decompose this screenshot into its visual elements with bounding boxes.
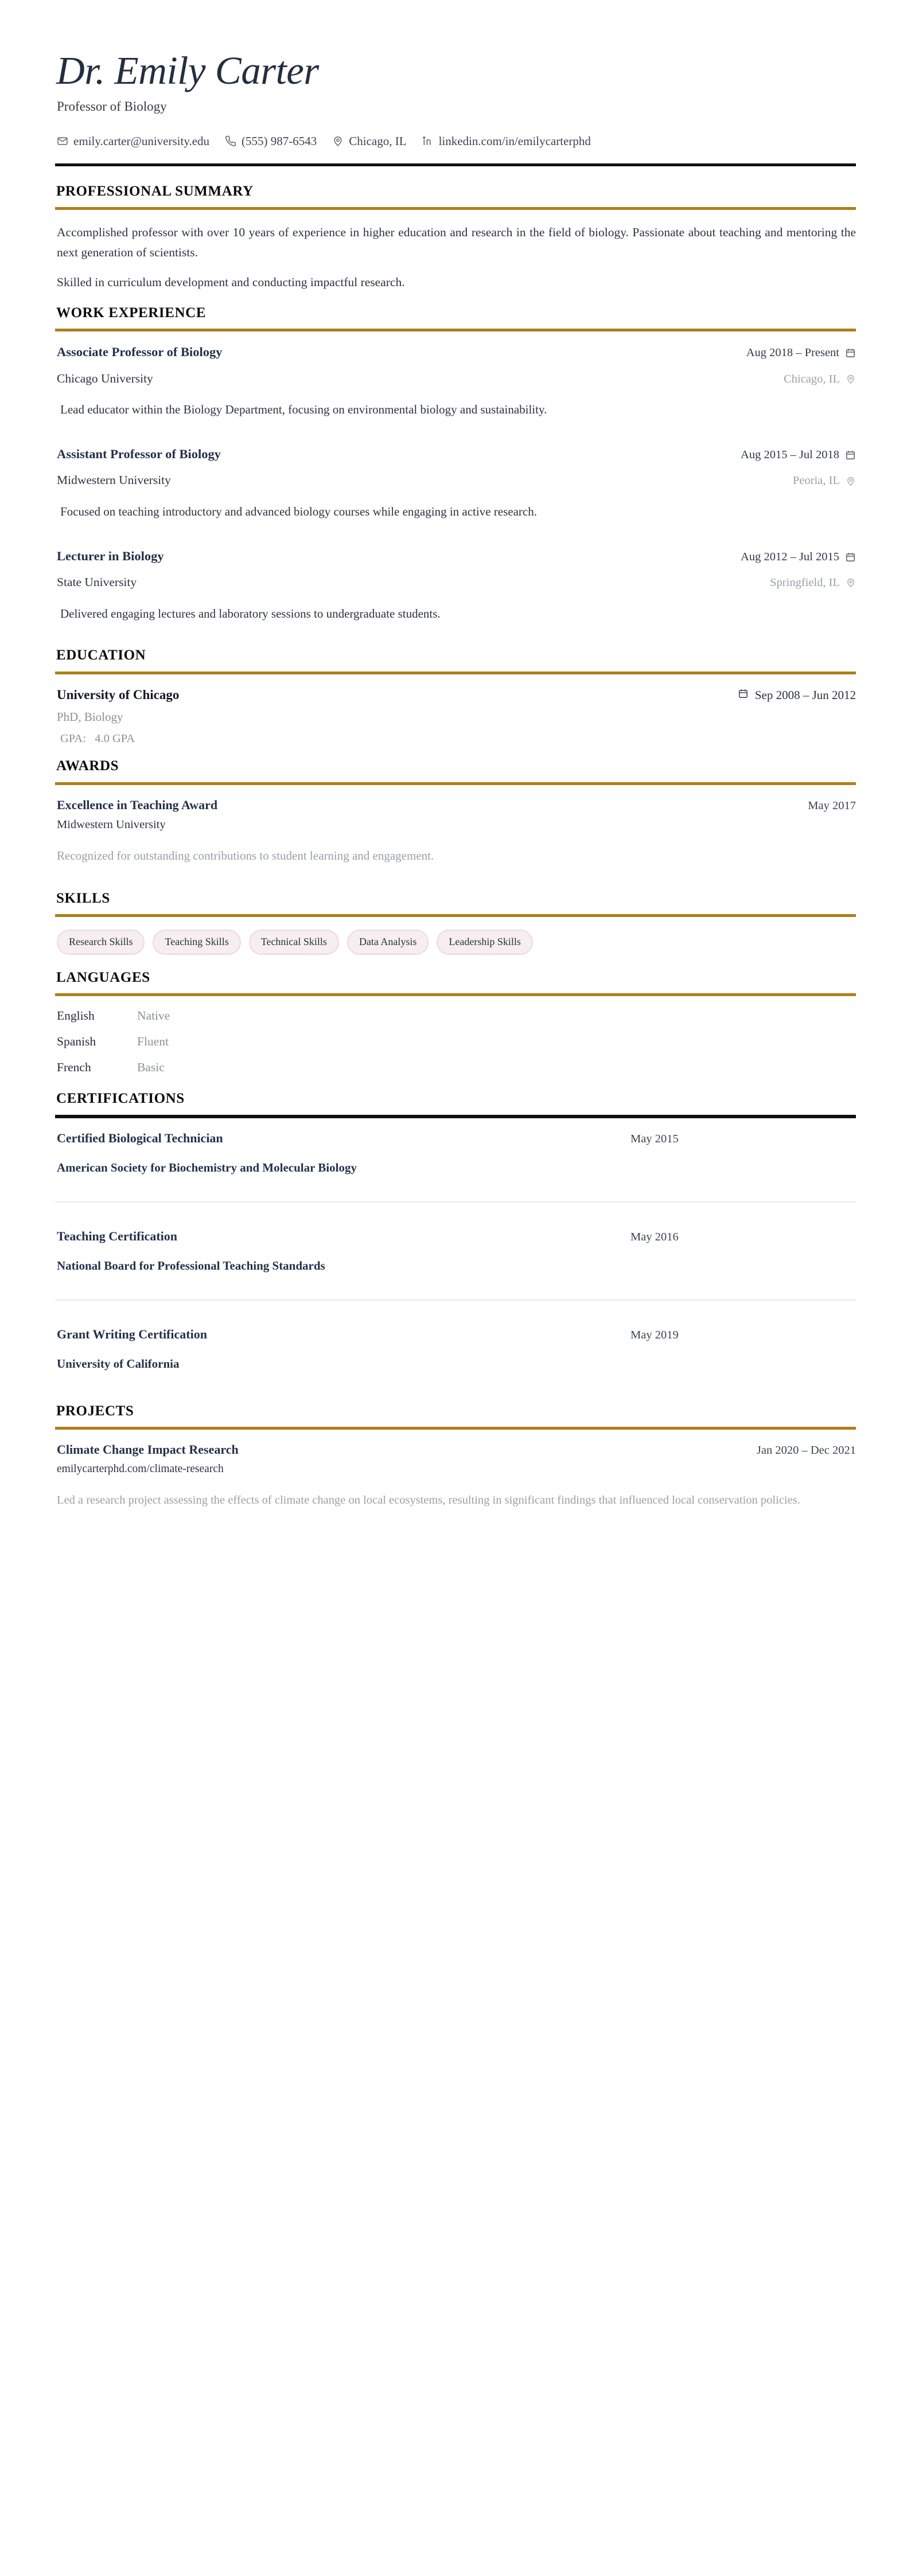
section-skills [55, 891, 856, 955]
languages-list [57, 1009, 856, 1075]
award-date: May 2017 [808, 799, 856, 812]
job-location [793, 474, 856, 487]
job-description: Delivered engaging lectures and laboratory sessions to undergraduate students. [60, 606, 441, 620]
award-title: Excellence in Teaching Award [57, 797, 218, 812]
skill-chip: Research Skills [57, 930, 145, 955]
section-title-skills: SKILLS [56, 890, 110, 906]
certification-entry [55, 1327, 856, 1377]
certification-name: Certified Biological Technician [57, 1130, 223, 1145]
section-projects [55, 1403, 856, 1511]
gpa-value: 4.0 GPA [95, 732, 135, 746]
certification-issuer: National Board for Professional Teaching Standards [57, 1258, 325, 1273]
job-location-text: Peoria, IL [793, 474, 840, 487]
language-name: French [57, 1060, 91, 1075]
section-divider-gold [55, 914, 856, 917]
section-divider-gold [55, 207, 856, 210]
project-dates: Jan 2020 – Dec 2021 [756, 1444, 856, 1457]
company-name: State University [57, 575, 137, 589]
skill-chip: Technical Skills [249, 930, 339, 955]
location-pin-icon [846, 476, 856, 486]
certification-date: May 2019 [630, 1328, 679, 1341]
education-dates [738, 688, 856, 702]
project-description: Led a research project assessing the effects of climate change on local ecosystems, resulting in significant findings that influenced local conservation policies. [57, 1494, 800, 1507]
location-pin-icon [846, 374, 856, 384]
language-level: Native [137, 1009, 170, 1023]
language-row [57, 1035, 856, 1049]
certification-entry [55, 1229, 856, 1301]
job-location [784, 373, 856, 386]
calendar-icon [845, 450, 856, 460]
job-description: Focused on teaching introductory and advanced biology courses while engaging in active research. [60, 505, 537, 519]
job-location-text: Chicago, IL [784, 372, 840, 385]
language-name: English [57, 1009, 95, 1023]
section-work-experience [55, 305, 856, 623]
job-dates-text: Aug 2015 – Jul 2018 [741, 448, 839, 462]
certification-name: Grant Writing Certification [57, 1326, 207, 1341]
contact-linkedin-text: linkedin.com/in/emilycarterphd [438, 134, 591, 148]
page-whitespace [55, 1519, 856, 2144]
project-url[interactable]: emilycarterphd.com/climate-research [57, 1463, 224, 1476]
education-entry [55, 687, 856, 746]
education-dates-text: Sep 2008 – Jun 2012 [754, 688, 856, 702]
section-education [55, 647, 856, 746]
degree: PhD, Biology [57, 710, 123, 724]
phone-icon [225, 135, 236, 147]
calendar-icon [845, 348, 856, 358]
header-divider [55, 163, 856, 166]
resume-header [55, 50, 856, 166]
section-title-languages: LANGUAGES [56, 969, 150, 985]
work-entry [55, 344, 856, 420]
language-level: Basic [137, 1060, 165, 1075]
calendar-icon [738, 688, 749, 702]
contact-email-text: emily.carter@university.edu [73, 134, 210, 148]
award-description: Recognized for outstanding contributions to student learning and engagement. [57, 848, 434, 862]
location-pin-icon [846, 577, 856, 588]
job-location-text: Springfield, IL [770, 576, 840, 589]
work-entry [55, 548, 856, 624]
language-row [57, 1009, 856, 1023]
language-row [57, 1060, 856, 1075]
project-entry [55, 1442, 856, 1510]
location-pin-icon [332, 135, 344, 147]
job-title: Associate Professor of Biology [57, 345, 223, 360]
job-title: Assistant Professor of Biology [57, 447, 221, 462]
contact-bar [57, 134, 856, 149]
job-description: Lead educator within the Biology Department, focusing on environmental biology and sustainability. [60, 403, 547, 417]
contact-location-text: Chicago, IL [349, 134, 407, 148]
section-awards [55, 758, 856, 865]
section-title-awards: AWARDS [56, 758, 119, 774]
contact-email[interactable] [57, 134, 209, 149]
section-title-summary: PROFESSIONAL SUMMARY [56, 183, 254, 199]
section-divider-black [55, 1115, 856, 1118]
section-title-projects: PROJECTS [56, 1403, 134, 1419]
professional-headline: Professor of Biology [57, 99, 167, 114]
section-certifications [55, 1091, 856, 1377]
company-name: Chicago University [57, 371, 153, 385]
job-dates [741, 551, 856, 564]
contact-phone[interactable] [225, 134, 317, 149]
section-title-certifications: CERTIFICATIONS [56, 1091, 185, 1107]
job-dates-text: Aug 2018 – Present [746, 346, 839, 360]
contact-phone-text: (555) 987-6543 [242, 134, 317, 148]
certification-name: Teaching Certification [57, 1228, 177, 1243]
job-dates [741, 448, 856, 462]
contact-location [332, 134, 406, 149]
company-name: Midwestern University [57, 473, 171, 487]
certification-date: May 2016 [630, 1230, 679, 1243]
section-divider-gold [55, 329, 856, 331]
certification-entry [55, 1131, 856, 1203]
section-languages [55, 970, 856, 1075]
section-divider-gold [55, 1427, 856, 1430]
school-name: University of Chicago [57, 687, 180, 702]
certification-issuer: University of California [57, 1356, 180, 1371]
project-title: Climate Change Impact Research [57, 1442, 239, 1457]
language-level: Fluent [137, 1035, 169, 1049]
job-title: Lecturer in Biology [57, 548, 164, 563]
section-divider-gold [55, 993, 856, 996]
skill-chip: Teaching Skills [153, 930, 240, 955]
work-entry [55, 446, 856, 522]
summary-paragraph: Skilled in curriculum development and conducting impactful research. [57, 275, 405, 290]
section-divider-gold [55, 782, 856, 785]
page-title: Dr. Emily Carter [56, 49, 319, 92]
envelope-icon [57, 135, 68, 147]
award-organization: Midwestern University [57, 818, 166, 831]
certification-date: May 2015 [630, 1132, 679, 1145]
language-name: Spanish [57, 1035, 96, 1049]
gpa [60, 732, 856, 746]
section-professional-summary [55, 184, 856, 292]
linkedin-icon [422, 135, 434, 147]
skill-chip: Leadership Skills [437, 930, 532, 955]
job-dates [746, 346, 856, 360]
summary-paragraph: Accomplished professor with over 10 years of experience in higher education and research in the field of biology. Passionate about teaching and mentoring the next generation of scientists. [57, 225, 856, 260]
award-entry [55, 798, 856, 865]
certification-issuer: American Society for Biochemistry and Molecular Biology [57, 1160, 357, 1174]
job-dates-text: Aug 2012 – Jul 2015 [741, 550, 839, 563]
calendar-icon [845, 552, 856, 563]
job-location [770, 576, 856, 590]
section-title-work: WORK EXPERIENCE [56, 305, 207, 321]
contact-linkedin[interactable] [422, 134, 591, 149]
section-title-education: EDUCATION [56, 647, 146, 663]
skill-chip: Data Analysis [347, 930, 429, 955]
section-divider-gold [55, 672, 856, 674]
gpa-label: GPA: [60, 732, 86, 746]
skills-list [57, 930, 856, 955]
